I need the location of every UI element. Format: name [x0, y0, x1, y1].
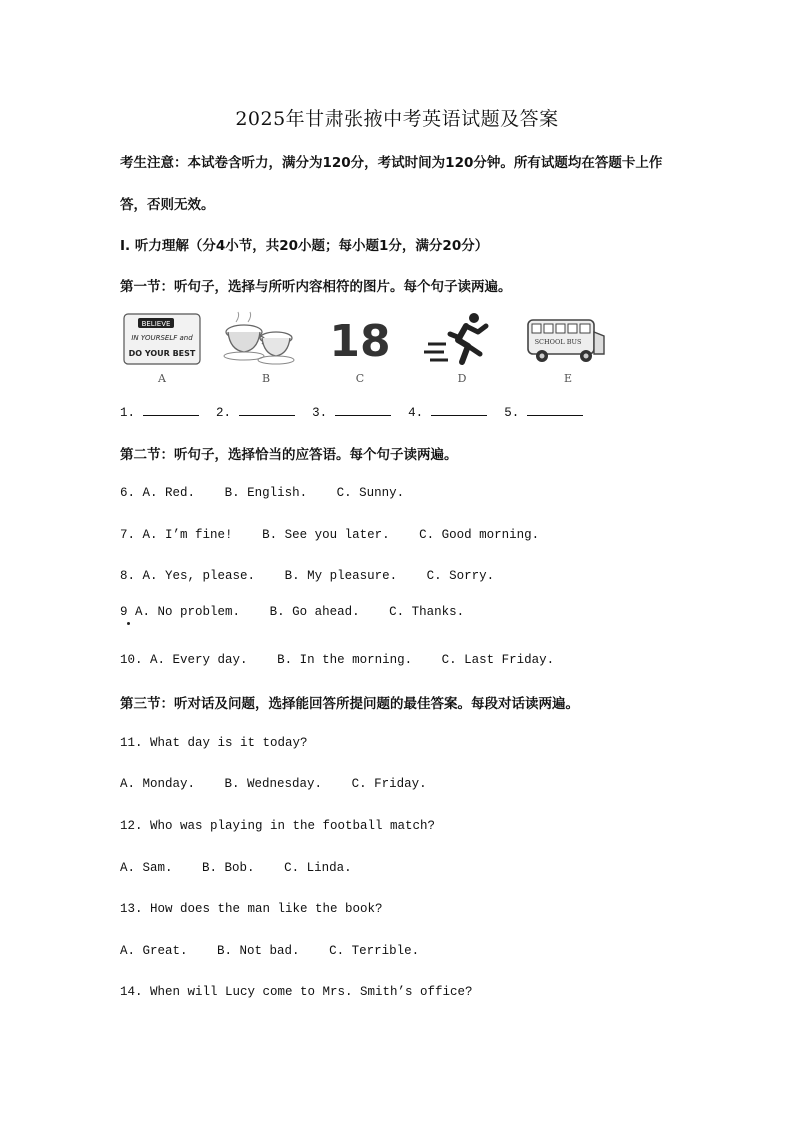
- answer-blank[interactable]: [527, 403, 583, 416]
- picture-options: [120, 310, 620, 390]
- option-a: A. Red.: [142, 486, 196, 500]
- option-b: B. My pleasure.: [284, 569, 398, 583]
- question-7: [120, 528, 561, 542]
- answer-blank[interactable]: [335, 403, 391, 416]
- option-a: A. I’m fine!: [142, 528, 233, 542]
- option-c: C. Linda.: [284, 861, 352, 875]
- tea-set-icon: [218, 310, 302, 370]
- option-b: B. Go ahead.: [269, 605, 360, 619]
- sign-text-bottom: DO YOUR BEST: [128, 349, 196, 358]
- option-b: B. Wednesday.: [224, 777, 323, 791]
- believe-yourself-sign-icon: [120, 310, 204, 370]
- option-b: B. English.: [224, 486, 308, 500]
- stray-dot: [127, 622, 130, 625]
- question-12: 12. Who was playing in the football match?: [120, 819, 436, 833]
- picture-letter-b: B: [261, 372, 271, 385]
- number-18-text: 18: [329, 316, 391, 367]
- number-18-icon: [318, 310, 402, 370]
- question-13: 13. How does the man like the book?: [120, 902, 383, 916]
- option-a: A. Great.: [120, 944, 188, 958]
- sign-text-mid: IN YOURSELF and: [131, 334, 193, 342]
- question-10: [120, 653, 576, 667]
- option-c: C. Sunny.: [336, 486, 405, 500]
- option-b: B. In the morning.: [277, 653, 413, 667]
- blank-number: 2.: [216, 406, 232, 420]
- question-13-options: [120, 944, 441, 958]
- option-a: A. Every day.: [150, 653, 248, 667]
- question-number: 9: [120, 605, 128, 619]
- blank-number: 5.: [504, 406, 520, 420]
- option-b: B. Bob.: [202, 861, 255, 875]
- answer-blank[interactable]: [239, 403, 295, 416]
- part1-heading: Ⅰ. 听力理解（分4小节，共20小题；每小题1分，满分20分）: [120, 238, 489, 254]
- question-number: 7.: [120, 528, 136, 542]
- school-bus-icon: [524, 310, 608, 370]
- picture-letter-c: C: [355, 372, 365, 385]
- question-11-options: [120, 777, 449, 791]
- running-person-icon: [420, 310, 504, 370]
- question-6: [120, 486, 426, 500]
- page-title: 2025年甘肃张掖中考英语试题及答案: [235, 108, 559, 130]
- question-12-options: [120, 861, 374, 875]
- option-c: C. Friday.: [351, 777, 427, 791]
- question-11: 11. What day is it today?: [120, 736, 308, 750]
- picture-letter-e: E: [563, 372, 573, 385]
- blank-number: 4.: [408, 406, 424, 420]
- option-a: A. Monday.: [120, 777, 196, 791]
- blank-number: 3.: [312, 406, 328, 420]
- question-number: 6.: [120, 486, 136, 500]
- section2-heading: 第二节：听句子，选择恰当的应答语。每个句子读两遍。: [120, 447, 458, 463]
- question-number: 10.: [120, 653, 143, 667]
- option-b: B. Not bad.: [217, 944, 300, 958]
- option-c: C. Last Friday.: [441, 653, 555, 667]
- option-c: C. Sorry.: [426, 569, 495, 583]
- option-a: A. Sam.: [120, 861, 173, 875]
- option-a: A. Yes, please.: [142, 569, 256, 583]
- option-c: C. Terrible.: [329, 944, 420, 958]
- section1-heading: 第一节：听句子，选择与所听内容相符的图片。每个句子读两遍。: [120, 279, 512, 295]
- answer-blank[interactable]: [143, 403, 199, 416]
- option-c: C. Good morning.: [419, 528, 540, 542]
- notice-line-2: 答，否则无效。: [120, 197, 215, 213]
- answer-blank[interactable]: [431, 403, 487, 416]
- question-9: [120, 605, 486, 619]
- question-8: [120, 569, 516, 583]
- question-14: 14. When will Lucy come to Mrs. Smith’s office?: [120, 985, 473, 999]
- option-a: A. No problem.: [135, 605, 241, 619]
- question-number: 8.: [120, 569, 136, 583]
- answer-blanks: [120, 403, 593, 420]
- notice-line-1: 考生注意：本试卷含听力，满分为120分，考试时间为120分钟。所有试题均在答题卡上作: [120, 155, 663, 171]
- option-b: B. See you later.: [262, 528, 390, 542]
- bus-text: SCHOOL BUS: [534, 338, 582, 346]
- sign-text-top: BELIEVE: [141, 320, 171, 328]
- option-c: C. Thanks.: [389, 605, 465, 619]
- picture-letter-d: D: [457, 372, 467, 385]
- section3-heading: 第三节：听对话及问题，选择能回答所提问题的最佳答案。每段对话读两遍。: [120, 696, 579, 712]
- picture-letter-a: A: [158, 372, 166, 385]
- blank-number: 1.: [120, 406, 136, 420]
